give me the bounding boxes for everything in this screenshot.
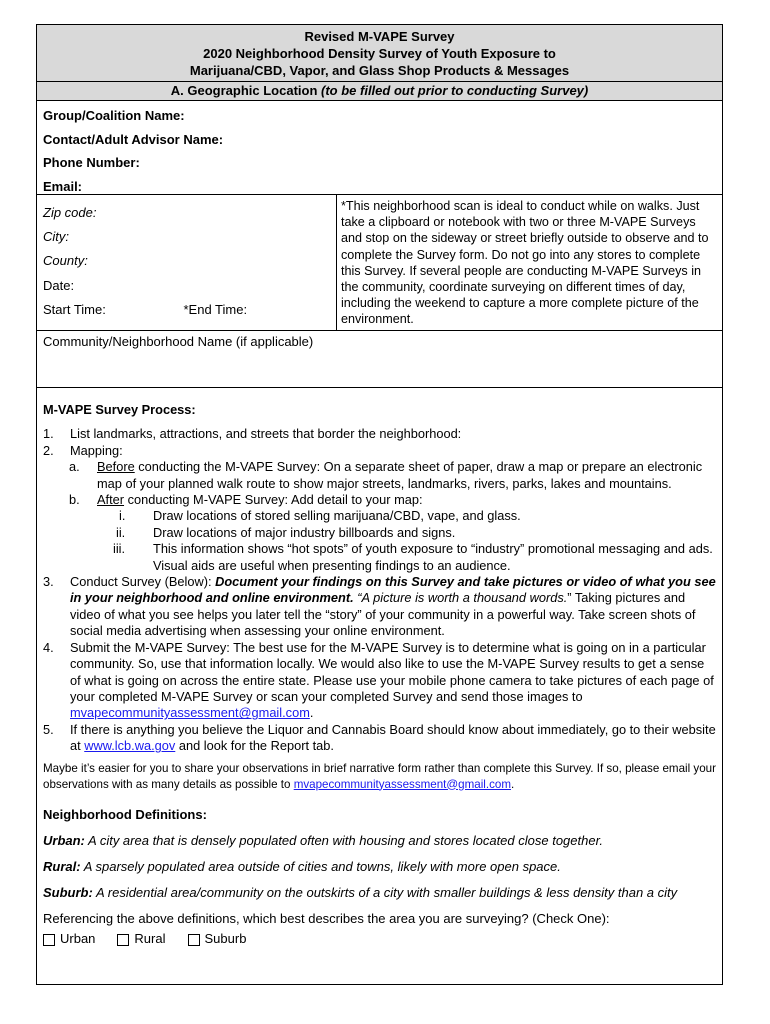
process-item-2b-ii: Draw locations of major industry billboards and signs. <box>153 524 456 540</box>
process-item-1: List landmarks, attractions, and streets that border the neighborhood: <box>70 426 462 442</box>
definitions-title: Neighborhood Definitions: <box>43 806 207 822</box>
list-item: i. Draw locations of stored selling marijuana/CBD, vape, and glass. <box>119 508 521 524</box>
urban-definition <box>43 833 716 849</box>
contact-section <box>37 101 722 195</box>
list-item: 1. List landmarks, attractions, and streets that border the neighborhood: <box>43 426 462 442</box>
process-section <box>37 388 722 948</box>
list-item: iii. This information shows “hot spots” of youth exposure to “industry” promotional messaging and ads. Visual aids are useful when presenting findings to an audience. <box>113 541 713 573</box>
checkbox-icon[interactable] <box>43 934 55 946</box>
email-link[interactable]: mvapecommunityassessment@gmail.com <box>70 705 310 721</box>
process-item-4: Submit the M-VAPE Survey: The best use for the M-VAPE Survey is to determine what is going on in a particular community <box>70 639 706 672</box>
suburb-term: Suburb: <box>43 884 93 900</box>
start-time-field[interactable]: Start Time: <box>43 301 106 317</box>
process-item-2: Mapping: <box>70 442 123 458</box>
section-a-note: (to be filled out prior to conducting Survey) <box>321 83 589 98</box>
section-a-header <box>37 82 722 101</box>
area-options <box>43 931 716 947</box>
zip-field[interactable]: Zip code: <box>43 205 97 220</box>
rural-option-label: Rural <box>134 931 166 947</box>
narrative-text: Maybe it’s easier for you to share your observations in brief narrative form rather than complete this Survey. If so, please email your observations with as many details as possible to <box>43 761 716 791</box>
community-label: Community/Neighborhood Name (if applicable) <box>43 334 314 349</box>
date-field[interactable]: Date: <box>43 277 75 293</box>
list-item: 4. Submit the M-VAPE Survey: The best use for the M-VAPE Survey is to determine what is going on in a particular community. So, use that information locally. We would also like to use the M-VAPE Survey results to get a sense of what is going on across the entire state. Please use your mobile phone camera to take pictures of each page of your completed M-VAPE Survey or scan your completed Survey and send those images to mvapecommunityassessment@gmail.com. <box>43 639 714 721</box>
process-item-2b: conducting M-VAPE Survey: Add detail to your map: <box>124 492 423 508</box>
narrative-email-link[interactable]: mvapecommunityassessment@gmail.com <box>293 777 511 791</box>
rural-text: A sparsely populated area outside of cities and towns, likely with more open space. <box>80 858 561 874</box>
suburb-text: A residential area/community on the outskirts of a city with smaller buildings & less density than a city <box>92 884 678 900</box>
process-item-3-quote: “A picture is worth a thousand words. <box>353 590 568 606</box>
before-label: Before <box>97 459 135 475</box>
list-item: 2. Mapping: <box>43 442 123 458</box>
header-title: Revised M-VAPE Survey <box>304 29 455 44</box>
list-item: 3. Conduct Survey (Below): Document your findings on this Survey and take pictures or video of what you see in your neighborhood and online environment. “A picture is worth a thousand words.” Taking pictures and video of what you see helps you later tell the “story” of your community in a powerful way. Take screen shots of social media advertising when assessing your online environment. <box>43 574 716 639</box>
phone-field[interactable]: Phone Number: <box>43 155 140 170</box>
rural-checkbox[interactable] <box>117 931 165 947</box>
process-item-4-rest: . So, use that information locally. We would also like to use the M-VAPE Survey results to get a sense of what is going on across the entire state. Please use your mobile phone camera to take pictures of each page of your completed M-VAPE Survey or scan your completed Survey and send those images to <box>70 656 714 704</box>
rural-term: Rural: <box>43 858 81 874</box>
city-field[interactable]: City: <box>43 229 69 245</box>
list-item: a. Before conducting the M-VAPE Survey: On a separate sheet of paper, draw a map or prepare an electronic map of your planned walk route to show major streets, landmarks, rivers, parks, lakes and mountains. <box>69 459 703 491</box>
list-item: b. After conducting M-VAPE Survey: Add detail to your map: <box>69 492 423 508</box>
header-subtitle: 2020 Neighborhood Density Survey of Youth Exposure to <box>203 46 556 61</box>
process-item-3: Conduct Survey (Below): <box>70 574 216 590</box>
lcb-website-link[interactable]: www.lcb.wa.gov <box>84 738 176 754</box>
urban-option-label: Urban <box>60 931 96 947</box>
process-item-3-emphasis: Document your findings on this Survey and take pictures or video of what you see in your neighborhood and online environment. <box>70 574 716 606</box>
form-header <box>37 25 722 82</box>
urban-text: A city area that is densely populated often with housing and stores located close together. <box>84 832 604 848</box>
urban-term: Urban: <box>43 832 85 848</box>
process-item-5: If there is anything you believe the Liquor and Cannabis Board should know about immediately, go to their website at <box>70 721 716 754</box>
advisor-name-field[interactable]: Contact/Adult Advisor Name: <box>43 131 224 147</box>
rural-definition <box>43 859 716 875</box>
community-name-field[interactable] <box>37 331 722 388</box>
process-item-2a: conducting the M-VAPE Survey: On a separate sheet of paper, draw a map or prepare an electronic map of your planned walk route to show major streets, landmarks, rivers, parks, lakes and mountains. <box>97 459 703 491</box>
narrative-end: . <box>511 777 515 791</box>
suburb-definition <box>43 885 716 901</box>
process-item-2b-iii: This information shows “hot spots” of youth exposure to “industry” promotional messaging and ads. Visual aids are useful when presenting findings to an audience. <box>153 541 713 573</box>
group-name-field[interactable]: Group/Coalition Name: <box>43 108 185 123</box>
process-item-4-end: . <box>309 705 314 721</box>
list-item: ii. Draw locations of major industry billboards and signs. <box>116 524 456 540</box>
process-item-2b-i: Draw locations of stored selling marijuana/CBD, vape, and glass. <box>153 508 521 524</box>
end-time-field[interactable]: *End Time: <box>183 301 248 317</box>
list-item: 5. If there is anything you believe the Liquor and Cannabis Board should know about immediately, go to their website at www.lcb.wa.gov and look for the Report tab. <box>43 721 716 754</box>
process-title: M-VAPE Survey Process: <box>43 402 196 417</box>
process-item-3-rest: ” Taking pictures and video of what you see helps you later tell the “story” of your community in a powerful way. Take screen shots of social media advertising when assessing your online environment. <box>70 590 696 639</box>
survey-form <box>36 24 723 985</box>
header-subtitle-2: Marijuana/CBD, Vapor, and Glass Shop Products & Messages <box>189 63 570 78</box>
county-field[interactable]: County: <box>43 253 88 269</box>
checkbox-icon[interactable] <box>117 934 129 946</box>
urban-checkbox[interactable] <box>43 931 95 947</box>
location-section <box>37 195 722 331</box>
section-a-label: A. Geographic Location <box>170 83 318 98</box>
email-field[interactable]: Email: <box>43 178 83 194</box>
suburb-checkbox[interactable] <box>188 931 247 947</box>
narrative-note <box>43 761 716 793</box>
checkbox-icon[interactable] <box>188 934 200 946</box>
process-list <box>43 426 716 754</box>
scan-note: *This neighborhood scan is ideal to conduct while on walks. Just take a clipboard or notebook with two or three M-VAPE Surveys and stop on the sideway or street briefly outside to observe and to complete the Survey form. Do not go into any stores to complete this Survey. If several people are conducting M-VAPE Surveys in the community, coordinate surveying on different times of day, including the weekend to capture a more complete picture of the environment. <box>341 199 709 327</box>
suburb-option-label: Suburb <box>204 931 247 947</box>
process-item-5-end: and look for the Report tab. <box>175 738 334 754</box>
area-question: Referencing the above definitions, which best describes the area you are surveying? (Check One): <box>43 910 610 926</box>
time-row <box>43 298 330 322</box>
location-fields <box>37 195 337 330</box>
after-label: After <box>97 492 125 508</box>
